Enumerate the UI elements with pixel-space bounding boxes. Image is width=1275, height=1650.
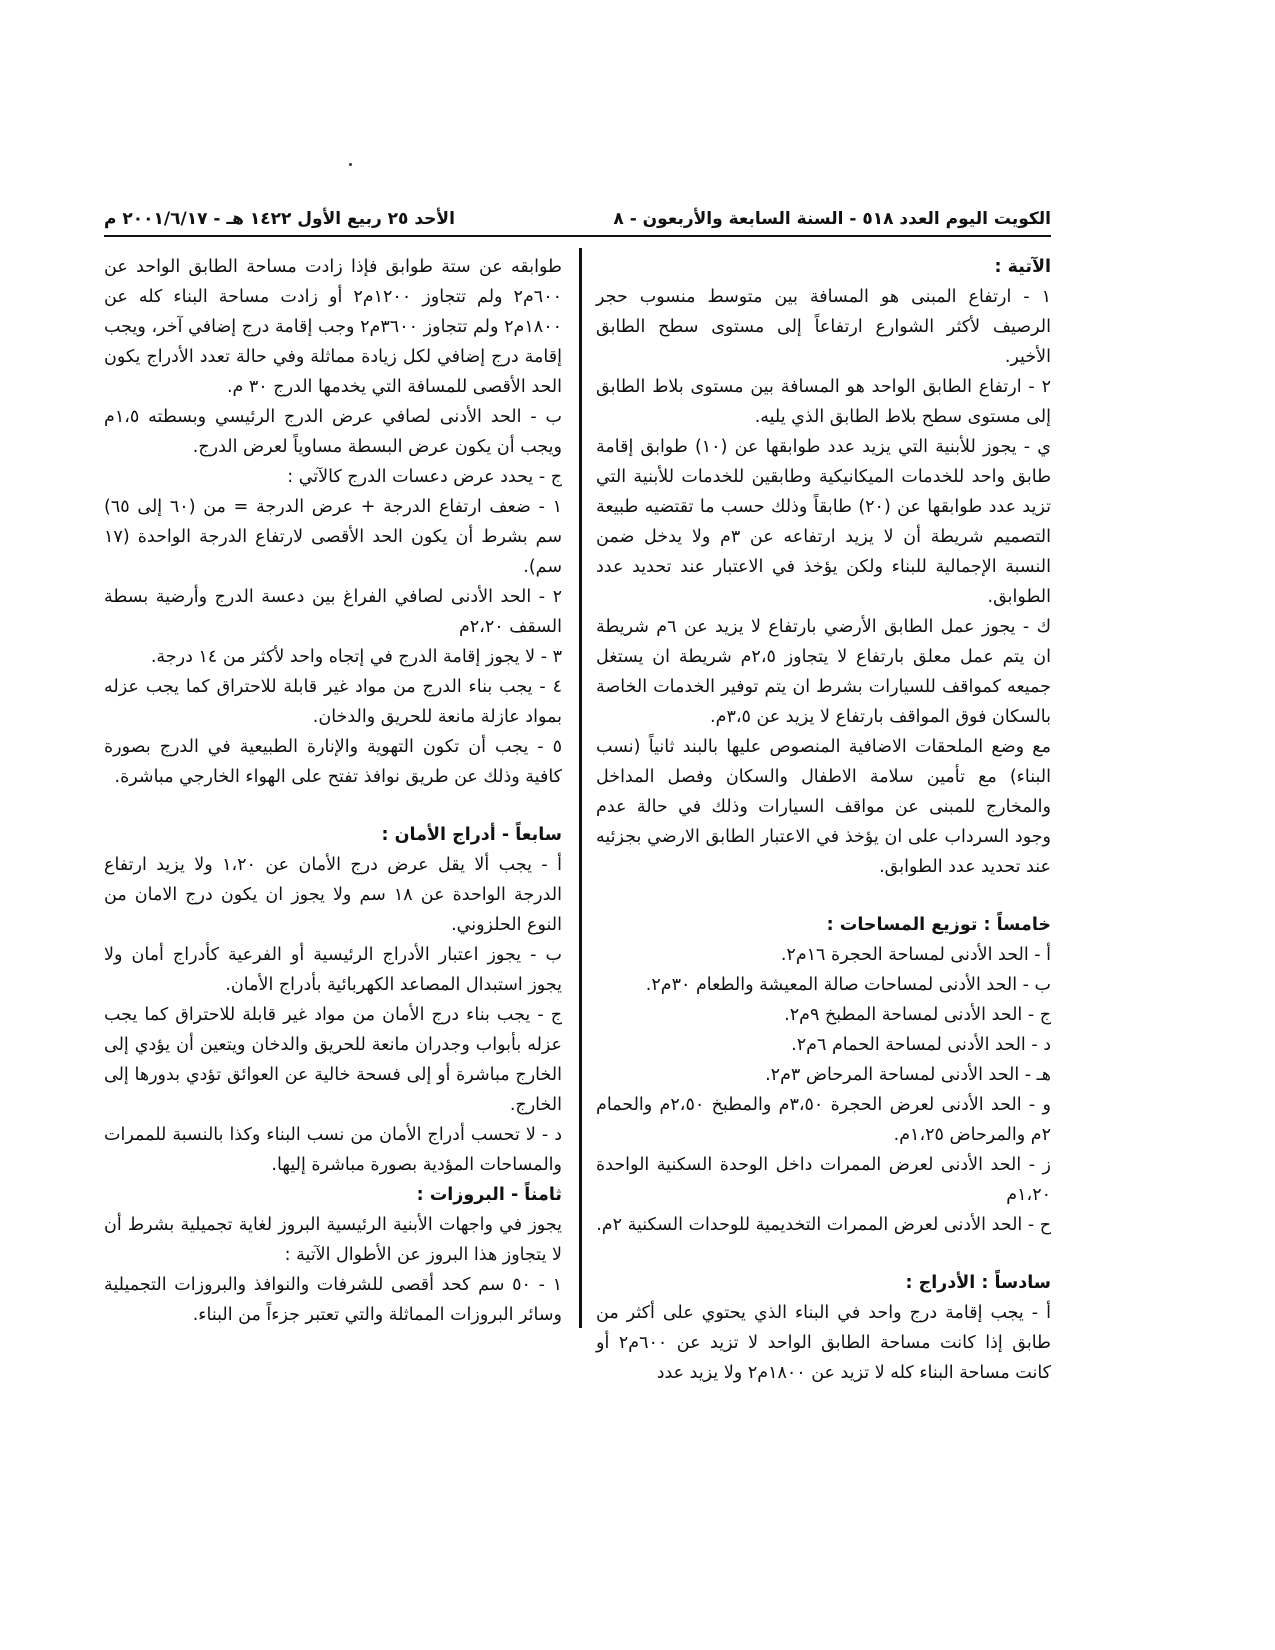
column-divider [579,248,582,1328]
paragraph: ز - الحد الأدنى لعرض الممرات داخل الوحدة السكنية الواحدة ١،٢٠م [596,1155,1051,1205]
header-date: الأحد ٢٥ ربيع الأول ١٤٢٢ هـ - ٢٠٠١/٦/١٧ م [104,209,455,229]
paragraph: هـ - الحد الأدنى لمساحة المرحاض ٣م٢. [765,1065,1051,1085]
paragraph: ١ - ضعف ارتفاع الدرجة + عرض الدرجة = من (٦٠ إلى ٦٥) سم بشرط أن يكون الحد الأقصى لارتفاع الدرجة الواحدة (١٧ سم). [104,497,563,577]
paragraph: ي - يجوز للأبنية التي يزيد عدد طوابقها عن (١٠) طوابق إقامة طابق واحد للخدمات الميكانيكية وطابقين للخدمات للأبنية التي تزيد عدد طوابقها عن (٢٠) طابقاً وذلك حسب ما تقتضيه طبيعة التصميم شريطة أن لا يزيد ارتفاعه عن ٣م ولا يدخل ضمن النسبة الإجمالية للبناء ولكن يؤخذ في الاعتبار عند تحديد عدد الطوابق. [596,437,1051,607]
paragraph: ب - الحد الأدنى لصافي عرض الدرج الرئيسي وبسطته ١،٥م ويجب أن يكون عرض البسطة مساوياً لعرض الدرج. [104,407,562,457]
paragraph: ١ - ارتفاع المبنى هو المسافة بين متوسط منسوب حجر الرصيف لأكثر الشوارع ارتفاعاً إلى مستوى سطح الطابق الأخير. [596,287,1051,367]
page-header [104,205,1051,237]
paragraph: طوابقه عن ستة طوابق فإذا زادت مساحة الطابق الواحد عن ٦٠٠م٢ ولم تتجاوز ١٢٠٠م٢ أو زادت مساحة البناء كله عن ١٨٠٠م٢ ولم تتجاوز ٣٦٠٠م٢ وجب إقامة درج إضافي آخر، ويجب إقامة درج إضافي لكل زيادة مماثلة وفي حالة تعدد الأدراج يكون الحد الأقصى للمسافة التي يخدمها الدرج ٣٠ م. [104,257,562,397]
scan-speck [349,163,352,166]
paragraph: ح - الحد الأدنى لعرض الممرات التخديمية للوحدات السكنية ٢م. [596,1215,1051,1235]
paragraph: مع وضع الملحقات الاضافية المنصوص عليها بالبند ثانياً (نسب البناء) مع تأمين سلامة الاطفال والسكان وفصل المداخل والمخارج للمبنى عن مواقف السيارات وذلك في حالة عدم وجود السرداب على ان يؤخذ في الاعتبار الطابق الارضي بجزئيه عند تحديد عدد الطوابق. [596,737,1051,877]
section-heading: سادساً : الأدراج : [905,1273,1051,1293]
paragraph: ٥ - يجب أن تكون التهوية والإنارة الطبيعية في الدرج بصورة كافية وذلك عن طريق نوافذ تفتح على الهواء الخارجي مباشرة. [104,737,562,787]
header-issue: الكويت اليوم العدد ٥١٨ - السنة السابعة والأربعون - ٨ [613,209,1051,229]
paragraph: ٢ - الحد الأدنى لصافي الفراغ بين دعسة الدرج وأرضية بسطة السقف ٢،٢٠م [104,587,562,637]
spacer [596,1240,1051,1268]
section-heading: خامساً : توزيع المساحات : [826,915,1051,935]
paragraph: ج - يحدد عرض دعسات الدرج كالآتي : [287,467,562,487]
paragraph: يجوز في واجهات الأبنية الرئيسية البروز لغاية تجميلية بشرط أن لا يتجاوز هذا البروز عن الأطوال الآتية : [104,1215,562,1265]
paragraph: ٤ - يجب بناء الدرج من مواد غير قابلة للاحتراق كما يجب عزله بمواد عازلة مانعة للحريق والدخان. [104,677,562,727]
paragraph: د - الحد الأدنى لمساحة الحمام ٦م٢. [791,1035,1051,1055]
spacer [104,792,562,820]
right-column [596,252,1051,1388]
left-column [104,252,562,1330]
paragraph: الآتية : [994,257,1051,277]
paragraph: أ - يجب إقامة درج واحد في البناء الذي يحتوي على أكثر من طابق إذا كانت مساحة الطابق الواحد لا تزيد عن ٦٠٠م٢ أو كانت مساحة البناء كله لا تزيد عن ١٨٠٠م٢ ولا يزيد عدد [596,1303,1051,1383]
paragraph: ب - الحد الأدنى لمساحات صالة المعيشة والطعام ٣٠م٢. [645,975,1051,995]
paragraph: أ - الحد الأدنى لمساحة الحجرة ١٦م٢. [780,945,1051,965]
paragraph: ب - يجوز اعتبار الأدراج الرئيسية أو الفرعية كأدراج أمان ولا يجوز استبدال المصاعد الكهربائية بأدراج الأمان. [104,945,562,995]
paragraph: ١ - ٥٠ سم كحد أقصى للشرفات والنوافذ والبروزات التجميلية وسائر البروزات المماثلة والتي تعتبر جزءاً من البناء. [104,1275,562,1325]
paragraph: د - لا تحسب أدراج الأمان من نسب البناء وكذا بالنسبة للممرات والمساحات المؤدية بصورة مباشرة إليها. [104,1125,562,1175]
paragraph: أ - يجب ألا يقل عرض درج الأمان عن ١،٢٠ ولا يزيد ارتفاع الدرجة الواحدة عن ١٨ سم ولا يجوز ان يكون درج الامان من النوع الحلزوني. [104,855,562,935]
paragraph: ج - الحد الأدنى لمساحة المطبخ ٩م٢. [784,1005,1051,1025]
paragraph: ٣ - لا يجوز إقامة الدرج في إتجاه واحد لأكثر من ١٤ درجة. [150,647,562,667]
section-heading: سابعاً - أدراج الأمان : [381,825,562,845]
spacer [596,882,1051,910]
paragraph: ٢ - ارتفاع الطابق الواحد هو المسافة بين مستوى بلاط الطابق إلى مستوى سطح بلاط الطابق الذي يليه. [596,377,1051,427]
paragraph: و - الحد الأدنى لعرض الحجرة ٣،٥٠م والمطبخ ٢،٥٠م والحمام ٢م والمرحاض ١،٢٥م. [596,1095,1051,1145]
paragraph: ج - يجب بناء درج الأمان من مواد غير قابلة للاحتراق كما يجب عزله بأبواب وجدران مانعة للحريق والدخان ويتعين أن يؤدي إلى الخارج مباشرة أو إلى فسحة خالية عن العوائق تؤدي بدورها إلى الخارج. [104,1005,562,1115]
paragraph: ك - يجوز عمل الطابق الأرضي بارتفاع لا يزيد عن ٦م شريطة ان يتم عمل معلق بارتفاع لا يتجاوز ٢،٥م شريطة ان يستغل جميعه كمواقف للسيارات بشرط ان يتم توفير الخدمات الخاصة بالسكان فوق المواقف بارتفاع لا يزيد عن ٣،٥م. [596,617,1052,727]
section-heading: ثامناً - البروزات : [416,1185,562,1205]
